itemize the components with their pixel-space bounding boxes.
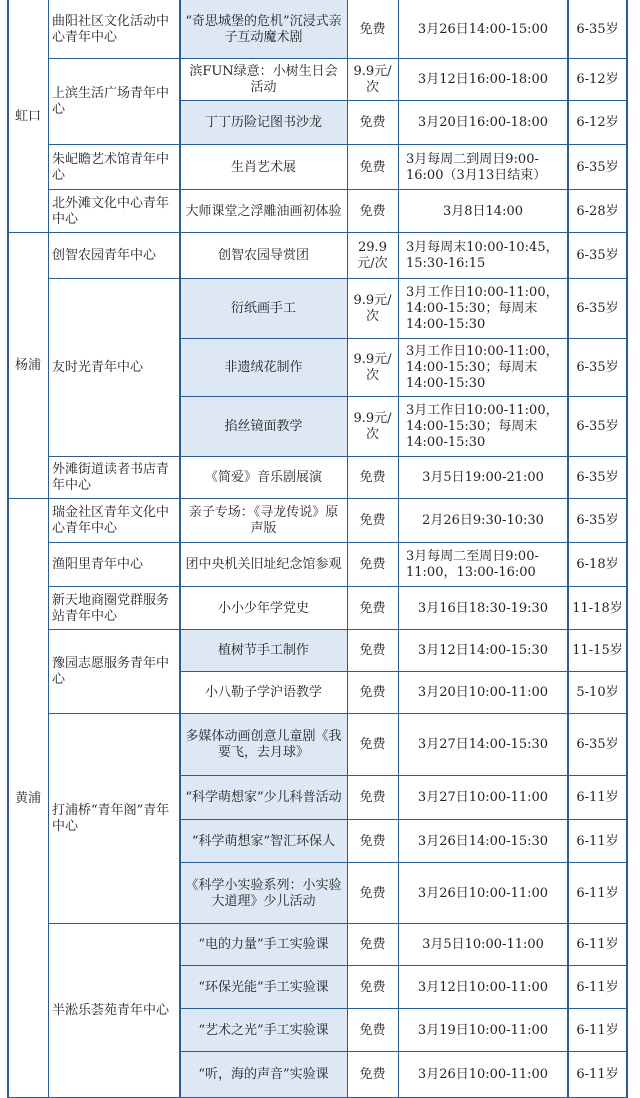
activity-fee: 9.9元/次 [353,352,392,383]
activity-fee: 免费 [359,600,386,616]
activity-time: 3月工作日10:00-11:00，14:00-15:30；每周末14:00-15:30 [406,403,559,450]
activity-time: 3月19日10:00-11:00 [417,1022,549,1038]
activity-fee: 免费 [359,1022,386,1038]
activity-time: 3月26日14:00-15:30 [417,833,549,849]
activity-time: 3月27日10:00-11:00 [417,790,549,805]
venue-name: 渔阳里青年中心 [52,557,144,572]
activity-age: 6-28岁 [576,203,619,219]
venue-name: 豫园志愿服务青年中心 [52,656,170,687]
activity-age: 6-35岁 [576,737,619,752]
activity-title: 多媒体动画创意儿童剧《我要飞，去月球》 [185,729,342,760]
activity-time: 3月20日10:00-11:00 [417,685,549,700]
activity-time: 3月5日10:00-11:00 [422,937,544,952]
activity-title: “电的力量”手工实验课 [198,937,329,952]
activity-fee: 免费 [359,979,386,995]
activity-time: 3月26日10:00-11:00 [417,1067,549,1082]
venue-name: 瑞金社区青年文化中心青年中心 [52,505,170,536]
activity-time: 3月12日10:00-11:00 [417,979,549,995]
activity-age: 6-35岁 [576,21,619,37]
col-line [48,0,49,1098]
activity-fee: 免费 [359,1067,386,1082]
col-line [398,0,399,1098]
activity-time: 3月每周二至周日9:00-11:00，13:00-16:00 [406,549,539,580]
activity-title: “科学萌想家”智汇环保人 [191,833,336,849]
activity-fee: 29.9元/次 [357,240,388,271]
activity-fee: 免费 [359,557,386,572]
activity-time: 3月16日18:30-19:30 [417,600,549,616]
activity-title: 滨FUN绿意：小树生日会活动 [189,64,338,95]
activity-time: 3月26日10:00-11:00 [417,885,549,901]
activity-time: 3月12日14:00-15:30 [417,643,549,658]
activity-title: 非遗绒花制作 [224,360,303,375]
activity-title: “环保光能”手工实验课 [198,979,329,995]
venue-name: 上滨生活广场青年中心 [52,86,170,117]
activity-time: 3月每周二到周日9:00-16:00（3月13日结束） [406,151,547,183]
activity-title: 大师课堂之浮雕油画初体验 [185,203,342,219]
activity-title: 衍纸画手工 [230,301,296,316]
venue-name: 半淞乐荟苑青年中心 [52,1003,170,1018]
activity-time: 2月26日9:30-10:30 [422,513,544,528]
activity-age: 5-10岁 [576,685,619,700]
activity-fee: 9.9元/次 [353,411,392,442]
activity-time: 3月每周末10:00-10:45，15:30-16:15 [406,240,559,271]
activity-time: 3月26日14:00-15:00 [417,21,549,37]
activity-fee: 免费 [359,833,386,849]
venue-name: 外滩街道读者书店青年中心 [52,462,170,493]
activity-age: 6-11岁 [576,885,619,901]
activity-fee: 免费 [359,643,386,658]
district-name: 杨浦 [14,358,41,373]
activity-age: 6-35岁 [576,301,619,316]
activity-title: “听，海的声音”实验课 [198,1067,329,1082]
activity-age: 6-35岁 [576,513,619,528]
activity-age: 6-11岁 [576,790,619,805]
activity-age: 6-35岁 [576,248,619,263]
activity-age: 6-11岁 [576,1067,619,1082]
col-line [347,0,348,1098]
activity-age: 6-12岁 [576,72,619,87]
activity-fee: 免费 [359,159,386,175]
activity-fee: 免费 [359,21,386,37]
activity-fee: 9.9元/次 [353,293,392,324]
activity-age: 6-35岁 [576,470,619,485]
district-name: 虹口 [14,108,41,124]
activity-title: “科学萌想家”少儿科普活动 [185,790,342,805]
activity-title: 团中央机关旧址纪念馆参观 [185,557,342,572]
activity-title: 掐丝镜面教学 [224,419,303,434]
activity-title: 植树节手工制作 [217,643,309,658]
activity-title: 小小少年学党史 [217,600,309,616]
activity-title: 亲子专场：《寻龙传说》原声版 [188,505,339,536]
col-line [567,0,569,1098]
activity-time: 3月27日14:00-15:30 [417,737,549,752]
venue-name: 曲阳社区文化活动中心青年中心 [52,13,170,45]
activity-time: 3月12日16:00-18:00 [417,72,549,87]
venue-name: 新天地商圈党群服务站青年中心 [52,592,170,624]
venue-name: 打浦桥“青年阁”青年中心 [52,803,170,834]
activity-time: 3月20日16:00-18:00 [417,115,549,130]
venue-name: 创智农园青年中心 [52,248,157,263]
activity-age: 6-11岁 [576,979,619,995]
activity-fee: 免费 [359,685,386,700]
border-right [626,0,628,1098]
activity-fee: 免费 [359,937,386,952]
activity-time: 3月工作日10:00-11:00，14:00-15:30；每周末14:00-15:30 [406,285,559,332]
activity-title: “奇思城堡的危机”沉浸式亲子互动魔术剧 [185,13,342,45]
activity-time: 3月5日19:00-21:00 [422,470,544,485]
venue-name: 友时光青年中心 [52,360,144,375]
activity-fee: 免费 [359,115,386,130]
activity-age: 11-15岁 [572,643,623,658]
activity-title: 丁丁历险记图书沙龙 [204,115,322,130]
activity-title: 创智农园导赏团 [217,248,309,263]
activity-age: 6-12岁 [576,115,619,130]
activity-age: 6-35岁 [576,419,619,434]
activity-age: 6-11岁 [576,1022,619,1038]
activity-fee: 免费 [359,737,386,752]
activity-title: 生肖艺术展 [230,159,296,175]
activity-title: 《科学小实验系列：小实验大道理》少儿活动 [185,877,342,909]
activity-fee: 免费 [359,885,386,901]
activity-fee: 免费 [359,513,386,528]
activity-age: 6-11岁 [576,833,619,849]
activity-age: 11-18岁 [572,600,623,616]
activity-title: 《简爱》音乐剧展演 [204,470,322,485]
activity-age: 6-18岁 [576,557,619,572]
activity-age: 6-35岁 [576,360,619,375]
activity-age: 6-35岁 [576,159,619,175]
activity-fee: 9.9元/次 [353,64,392,95]
venue-name: 朱屺瞻艺术馆青年中心 [52,151,170,183]
activity-fee: 免费 [359,203,386,219]
activity-fee: 免费 [359,470,386,485]
border-left [7,0,9,1098]
activity-time: 3月工作日10:00-11:00，14:00-15:30；每周末14:00-15:30 [406,344,559,391]
activity-time: 3月8日14:00 [442,203,523,219]
activity-fee: 免费 [359,790,386,805]
activity-title: “艺术之光”手工实验课 [198,1022,329,1038]
district-name: 黄浦 [14,790,41,806]
activity-age: 6-11岁 [576,937,619,952]
col-line [179,0,181,1098]
activity-title: 小八勒子学沪语教学 [204,685,322,700]
venue-name: 北外滩文化中心青年中心 [52,195,170,227]
